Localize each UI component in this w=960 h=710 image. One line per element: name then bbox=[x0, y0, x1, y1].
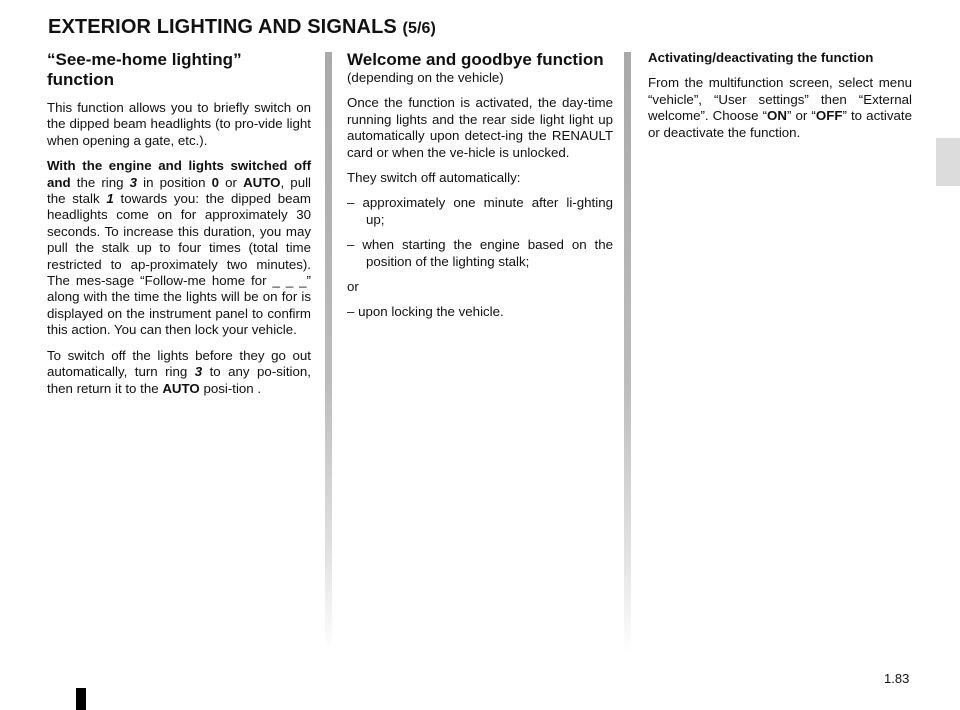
column-separator bbox=[325, 52, 332, 652]
auto-label: AUTO bbox=[162, 380, 200, 396]
paragraph: With the engine and lights switched off and the ring 3 in position 0 or AUTO, pull the stalk 1 towards you: the dipped beam headlights come on for approximately 30 seconds. To increase this duration, you may pull the stalk up to four times (total time restricted to ap-proximately two minutes). The mes-sage “Follow-me home for _ _ _” along with the time the lights will be on for is displayed on the instrument panel to confirm this action. You can then lock your vehicle. bbox=[47, 158, 312, 338]
column-activation bbox=[648, 50, 912, 150]
section-side-tab bbox=[936, 138, 960, 186]
crop-mark bbox=[76, 688, 86, 710]
column-welcome-goodbye bbox=[347, 50, 613, 330]
paragraph: Once the function is activated, the day-time running lights and the rear side light light up automatically upon detect-ing the RENAULT card or when the ve-hicle is unlocked. bbox=[347, 95, 613, 160]
position-zero: 0 bbox=[211, 174, 219, 190]
subsection-heading: Activating/deactivating the function bbox=[648, 50, 874, 65]
off-label: OFF bbox=[815, 108, 843, 124]
list-item: – approximately one minute after li-ghting up; bbox=[347, 195, 613, 227]
on-label: ON bbox=[767, 108, 787, 124]
bold-text: With the engine and lights switched off and bbox=[47, 158, 311, 190]
paragraph: To switch off the lights before they go out automatically, turn ring 3 to any po-sition, then return it to the AUTO posi-tion . bbox=[47, 347, 311, 396]
list-item: – when starting the engine based on the position of the lighting stalk; bbox=[347, 237, 613, 269]
page-number: 1.83 bbox=[884, 671, 910, 686]
section-heading-see-me-home: “See-me-home lighting” function bbox=[47, 50, 242, 89]
paragraph: or bbox=[347, 279, 359, 295]
column-separator bbox=[624, 52, 631, 652]
ring-reference: 3 bbox=[194, 364, 203, 380]
auto-label: AUTO bbox=[243, 174, 281, 190]
ring-reference: 3 bbox=[129, 174, 138, 190]
page-title bbox=[48, 16, 436, 39]
column-see-me-home bbox=[47, 50, 311, 406]
vehicle-dependency-note: (depending on the vehicle) bbox=[347, 70, 504, 85]
section-heading-welcome-goodbye: Welcome and goodbye function bbox=[347, 50, 604, 69]
paragraph: They switch off automatically: bbox=[347, 170, 521, 186]
page-title-text: EXTERIOR LIGHTING AND SIGNALS bbox=[48, 16, 397, 38]
page-part-indicator: (5/6) bbox=[402, 20, 436, 37]
paragraph: This function allows you to briefly switch on the dipped beam headlights (to pro-vide light when opening a gate, etc.). bbox=[47, 100, 311, 148]
list-item: – upon locking the vehicle. bbox=[347, 304, 504, 320]
stalk-reference: 1 bbox=[106, 191, 114, 207]
paragraph: From the multifunction screen, select menu “vehicle”, “User settings” then “External welcome”. Choose “ON” or “OFF” to activate or deactivate the function. bbox=[648, 75, 912, 140]
